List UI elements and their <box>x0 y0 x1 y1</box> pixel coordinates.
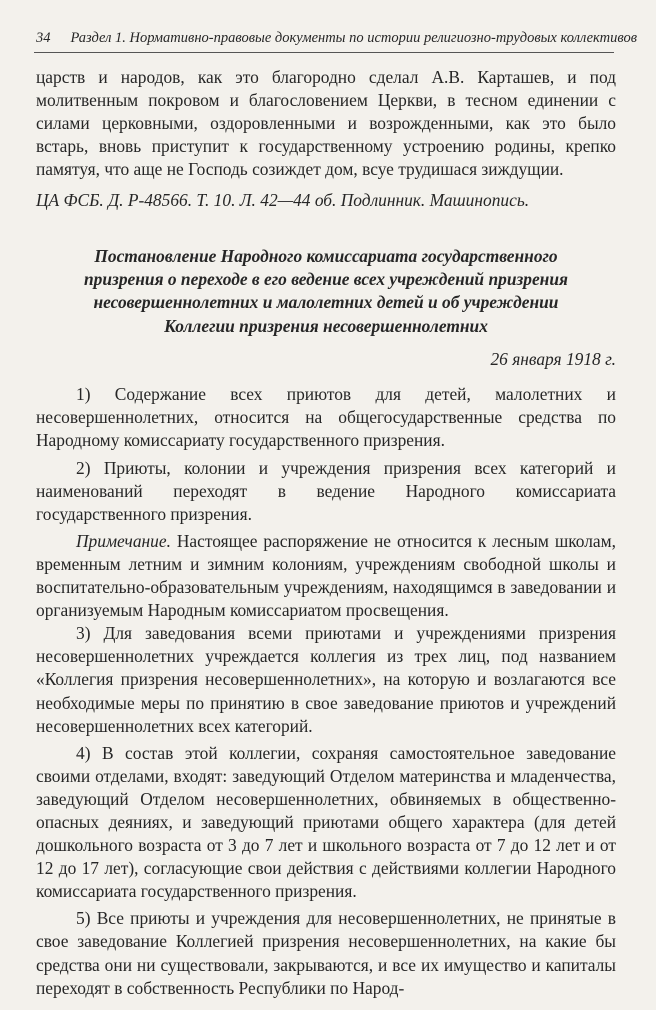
document-date: 26 января 1918 г. <box>490 349 616 370</box>
note-text: Настоящее распоряжение не относится к лесным школам, временным летним и зимним колониям, учреждениям свободной школы и воспитательно-образовательным учреждениям, находящимся в заведовании и организуемым Народным комиссариатом просвещения. <box>36 530 616 621</box>
point-1: 1) Содержание всех приютов для детей, малолетних и несовершеннолетних, относится на общегосударственные средства по Народному комиссариату государственного призрения. <box>36 384 616 451</box>
point-5: 5) Все приюты и учреждения для несовершеннолетних, не принятые в свое заведование Коллегией призрения несовершеннолетних, на какие бы средства они ни существовали, закрываются, и все их имущество и капиталы переходят в собственность Республики по Народ- <box>36 908 616 998</box>
archival-source: ЦА ФСБ. Д. Р-48566. Т. 10. Л. 42—44 об. Подлинник. Машинопись. <box>36 190 530 211</box>
running-title: Раздел 1. Нормативно-правовые документы по истории религиозно-трудовых коллективов <box>70 30 638 46</box>
page-number: 34 <box>36 30 51 46</box>
point-2: 2) Приюты, колонии и учреждения призрения всех категорий и наименований переходят в ведение Народного комиссариата государственного призрения. <box>36 457 616 524</box>
note-paragraph <box>36 530 616 622</box>
note-label: Примечание. <box>76 530 171 551</box>
point-4: 4) В состав этой коллегии, сохраняя самостоятельное заведование своими отделами, входят: заведующий Отделом материнства и младенчества, заведующий Отделом несовершеннолетних, обвиняемых в общественно-опасных деяниях, и заведующий приютами общего характера (для детей дошкольного возраста от 3 до 7 лет и школьного возраста от 7 до 12 лет и от 12 до 17 лет), согласующие свои действия с действиями коллегии Народного комиссариата государственного призрения. <box>36 742 616 902</box>
document-title: Постановление Народного комиссариата государственного призрения о переходе в его ведение всех учреждений призрения несовершеннолетних и малолетних детей и об учреждении Коллегии призрения несовершеннолетних <box>84 245 568 336</box>
point-3: 3) Для заведования всеми приютами и учреждениями призрения несовершеннолетних учреждается коллегия из трех лиц, под названием «Коллегия призрения несовершеннолетних», на которую и возлагаются все необходимые меры по принятию в свое заведование приютов и учреждений несовершеннолетних всех категорий. <box>36 623 616 736</box>
intro-paragraph: царств и народов, как это благородно сделал А.В. Карташев, и под молитвенным покровом и благословением Церкви, в тесном единении с силами церковными, оздоровленными и возрожденными, как это было встарь, вновь приступит к государственному устроению родины, крепко памятуя, что аще не Господь созиждет дом, всуе трудишася зиждущии. <box>36 67 616 180</box>
page-header <box>36 30 638 47</box>
page-body <box>36 66 616 1000</box>
header-rule <box>34 52 614 53</box>
